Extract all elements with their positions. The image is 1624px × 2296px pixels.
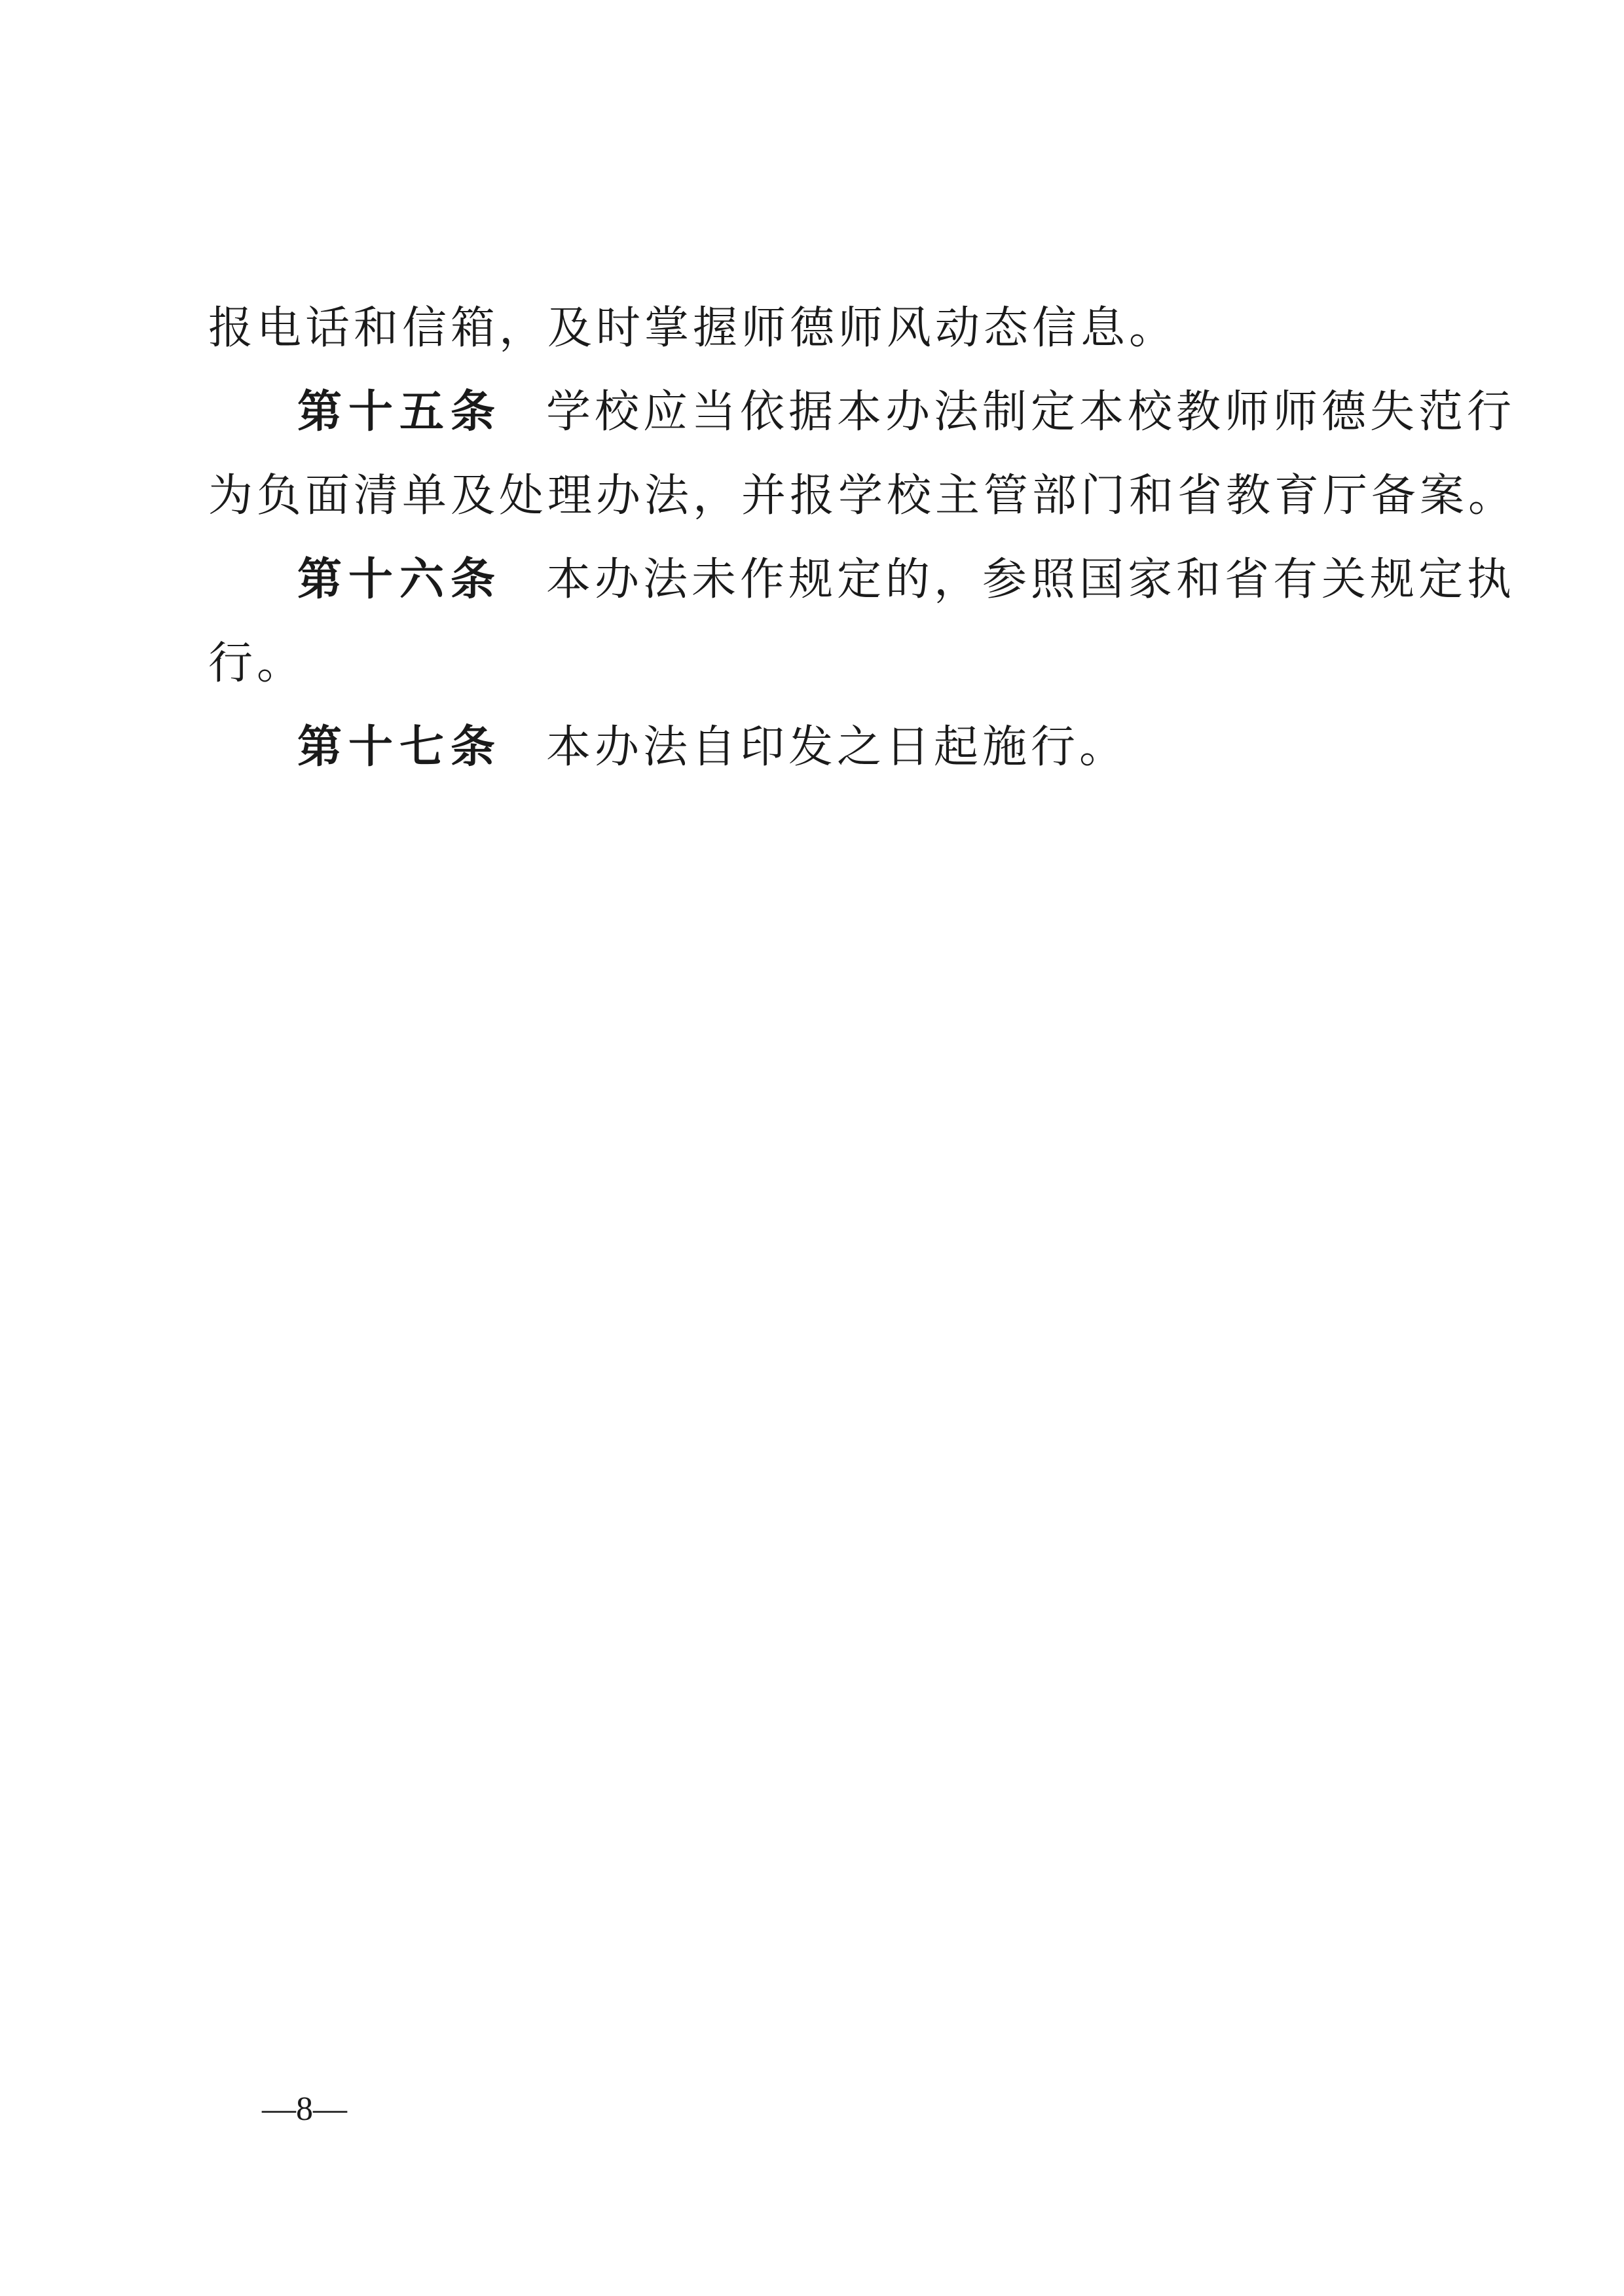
- article-16-second-line: [208, 622, 1413, 706]
- paragraph-continuation-line: [208, 287, 1413, 371]
- article-text: 本办法自印发之日起施行。: [546, 721, 1128, 773]
- article-text: 为负面清单及处理办法，并报学校主管部门和省教育厅备案。: [208, 470, 1517, 522]
- article-15-second-line: [208, 454, 1517, 538]
- article-text: 本办法未作规定的，参照国家和省有关规定执: [546, 554, 1516, 606]
- document-body: [208, 287, 1517, 790]
- article-number: 第十七条: [297, 721, 502, 773]
- paragraph-text: 报电话和信箱，及时掌握师德师风动态信息。: [208, 302, 1178, 354]
- article-number: 第十五条: [297, 386, 502, 438]
- article-16-first-line: [208, 538, 1516, 622]
- article-15-first-line: [208, 371, 1516, 454]
- article-17-line: [208, 706, 1413, 790]
- article-text: 学校应当依据本办法制定本校教师师德失范行: [546, 386, 1516, 438]
- page-number: —8—: [262, 2090, 347, 2128]
- article-number: 第十六条: [297, 554, 502, 606]
- article-text: 行。: [208, 638, 306, 689]
